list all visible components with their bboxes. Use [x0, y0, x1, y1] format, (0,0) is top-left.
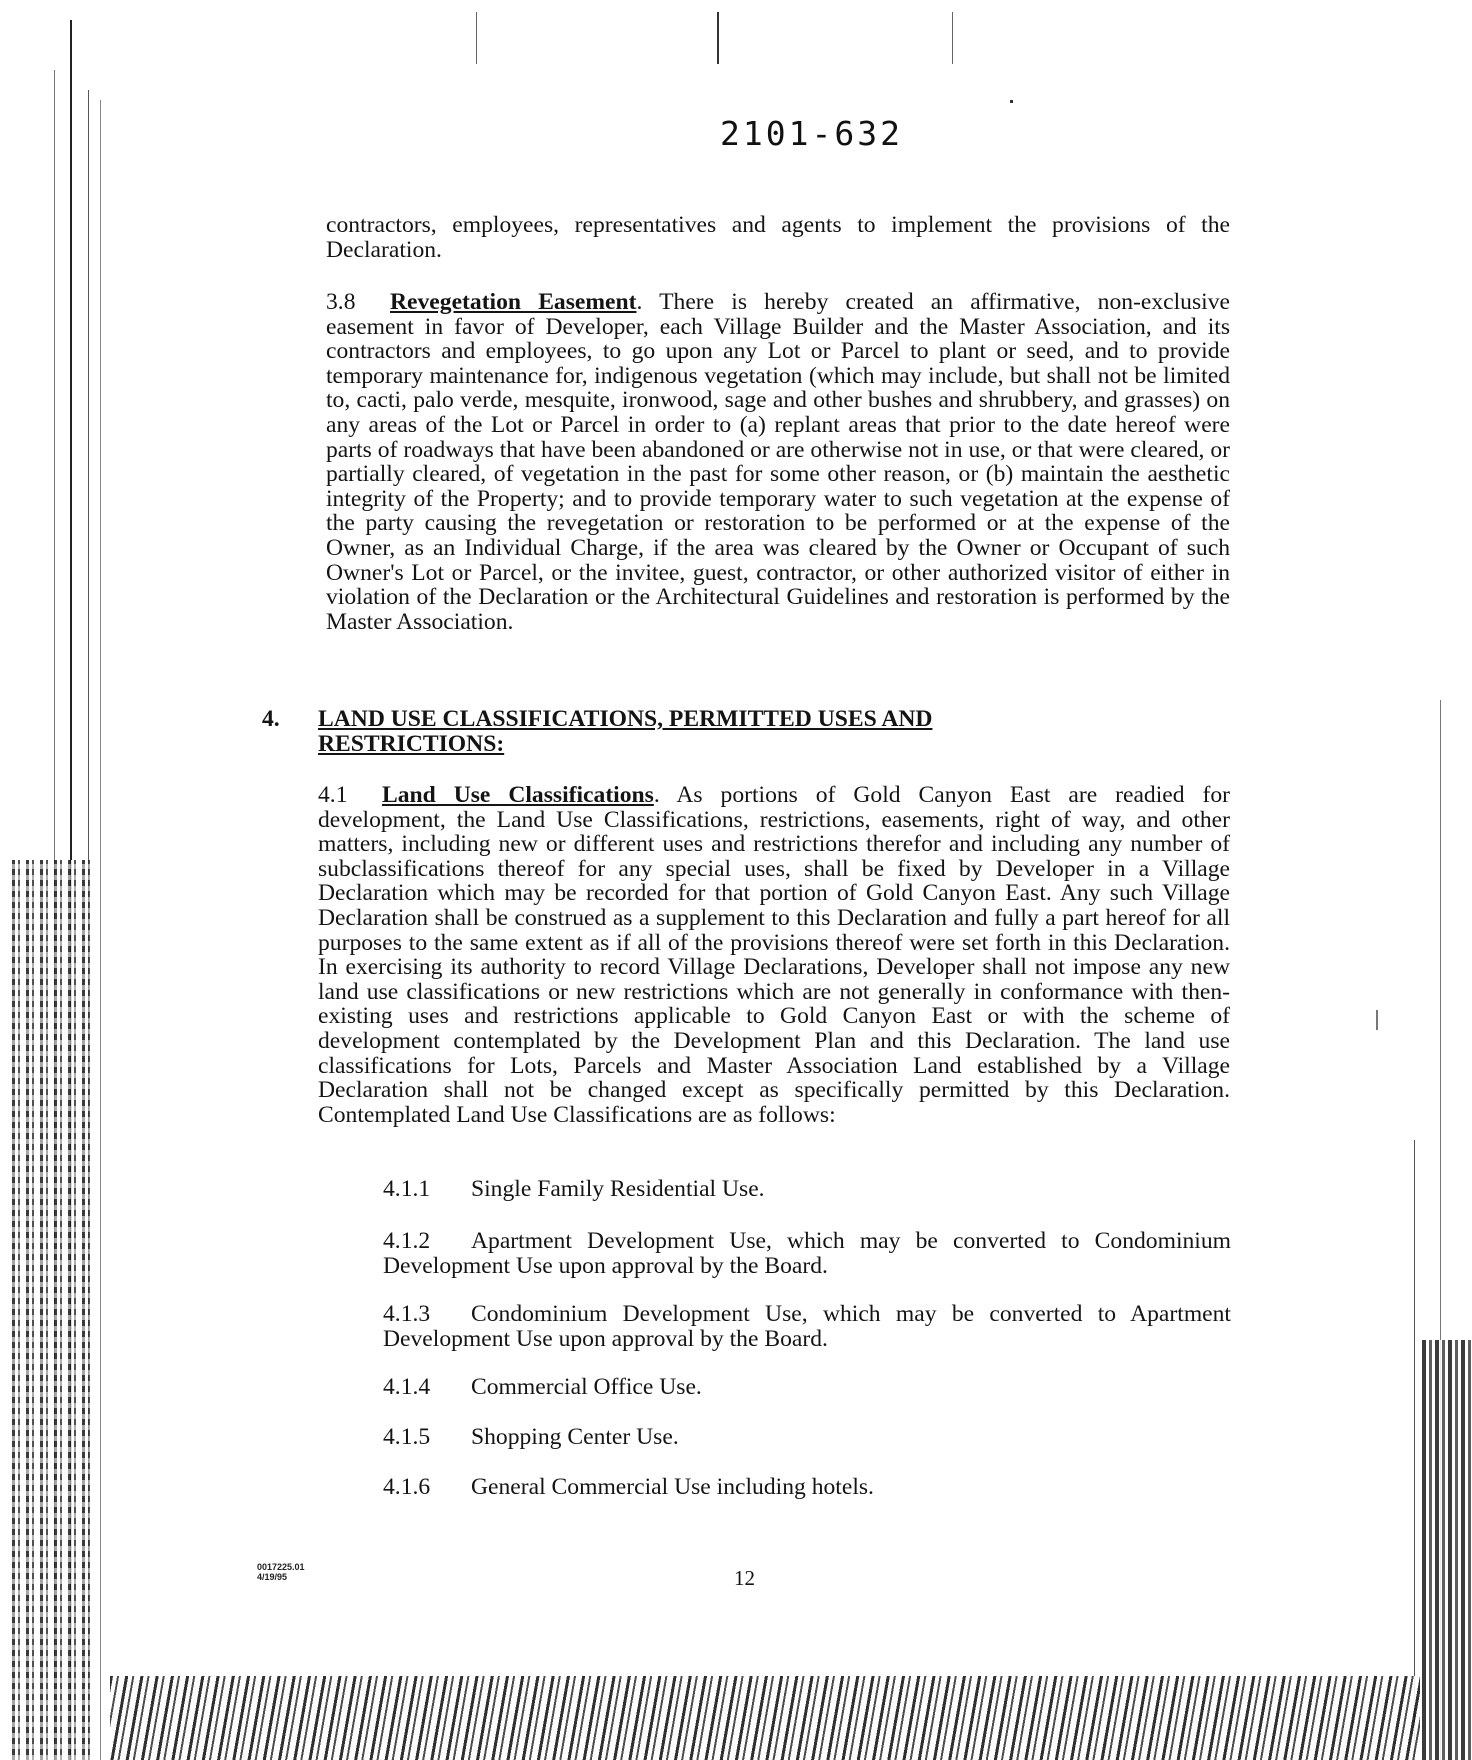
record-number: 2101-632: [720, 114, 903, 153]
section-3-8-body: . There is hereby created an affirmative, non-exclusive easement in favor of Developer, each Village Builder and the Master Association, and its contractors and employees, to go upon any Lot or Parcel to plant or seed, and to provide temporary maintenance for, indigenous vegetation (which may include, but shall not be limited to, cacti, palo verde, mesquite, ironwood, sage and other bushes and shrubbery, and grasses) on any areas of the Lot or Parcel in order to (a) replant areas that prior to the date hereof were parts of roadways that have been abandoned or are otherwise not in use, or that were cleared, or partially cleared, of vegetation in the past for some other reason, or (b) maintain the aesthetic integrity of the Property; and to provide temporary water to such vegetation at the expense of the party causing the revegetation or restoration to be performed or at the expense of the Owner, as an Individual Charge, if the area was cleared by the Owner or Occupant of such Owner's Lot or Parcel, or the invitee, guest, contractor, or other authorized visitor of either in violation of the Declaration or the Architectural Guidelines and restoration is performed by the Master Association.: [326, 289, 1230, 635]
list-item-4-1-3: [383, 1302, 1231, 1351]
section-3-8-number: 3.8: [326, 289, 356, 315]
section-4-1: [318, 783, 1230, 1127]
list-item-4-1-1: [383, 1177, 1231, 1202]
section-4-1-number: 4.1: [318, 782, 348, 808]
scan-artifact-line: [476, 12, 477, 64]
scan-artifact-line: [952, 12, 953, 64]
scan-artifact-line: [100, 100, 101, 1760]
list-item-4-1-6: [383, 1475, 1231, 1500]
page-number: 12: [734, 1566, 755, 1590]
list-item-4-1-2: [383, 1229, 1231, 1278]
section-3-8: [326, 290, 1230, 634]
paragraph-continuation: contractors, employees, representatives and agents to implement the provisions of the Declaration.: [326, 212, 1230, 263]
list-item-text: General Commercial Use including hotels.: [471, 1474, 874, 1500]
section-4-1-body: . As portions of Gold Canyon East are readied for development, the Land Use Classifications, restrictions, easements, right of way, and other matters, including new or different uses and restrictions therefor and including any number of subclassifications thereof for any special uses, shall be fixed by Developer in a Village Declaration which may be recorded for that portion of Gold Canyon East. Any such Village Declaration shall be construed as a supplement to this Declaration and fully a part hereof for all purposes to the same extent as if all of the provisions thereof were set forth in this Declaration. In exercising its authority to record Village Declarations, Developer shall not impose any new land use classifications or new restrictions which are not generally in conformance with then-existing uses and restrictions applicable to Gold Canyon East or with the scheme of development contemplated by the Development Plan and this Declaration. The land use classifications for Lots, Parcels and Master Association Land established by a Village Declaration shall not be changed except as specifically permitted by this Declaration. Contemplated Land Use Classifications are as follows:: [318, 782, 1230, 1128]
list-item-text: Single Family Residential Use.: [471, 1176, 765, 1202]
list-item-text: Commercial Office Use.: [471, 1374, 702, 1400]
list-item-number: 4.1.1: [383, 1176, 431, 1202]
list-item-text: Condominium Development Use, which may be converted to Apartment Development Use upon approval by the Board.: [383, 1301, 1231, 1352]
scan-artifact-line: [1376, 1010, 1378, 1030]
scan-artifact-line: [1010, 100, 1013, 103]
section-4-1-title: Land Use Classifications: [382, 782, 654, 808]
scan-noise-right: [1422, 1340, 1472, 1760]
list-item-number: 4.1.4: [383, 1374, 431, 1400]
scan-artifact-line: [1414, 1140, 1415, 1760]
section-4-heading: [262, 706, 1242, 757]
list-item-4-1-5: [383, 1425, 1231, 1450]
list-item-number: 4.1.6: [383, 1474, 431, 1500]
section-3-8-title: Revegetation Easement: [390, 289, 637, 315]
footer-doc-id: 0017225.01: [257, 1562, 305, 1572]
list-item-number: 4.1.2: [383, 1228, 431, 1254]
scan-noise-left: [12, 860, 92, 1760]
list-item-4-1-4: [383, 1375, 1231, 1400]
section-4-title: LAND USE CLASSIFICATIONS, PERMITTED USES AND RESTRICTIONS:: [318, 706, 933, 757]
scan-artifact-line: [717, 12, 719, 64]
list-item-number: 4.1.5: [383, 1424, 431, 1450]
footer-date: 4/19/95: [257, 1572, 288, 1582]
scan-noise-bottom: [110, 1676, 1420, 1760]
list-item-number: 4.1.3: [383, 1301, 431, 1327]
list-item-text: Apartment Development Use, which may be converted to Condominium Development Use upon approval by the Board.: [383, 1228, 1231, 1279]
section-4-number: 4.: [262, 706, 280, 732]
footer-doc-code: [257, 1562, 305, 1582]
list-item-text: Shopping Center Use.: [471, 1424, 679, 1450]
